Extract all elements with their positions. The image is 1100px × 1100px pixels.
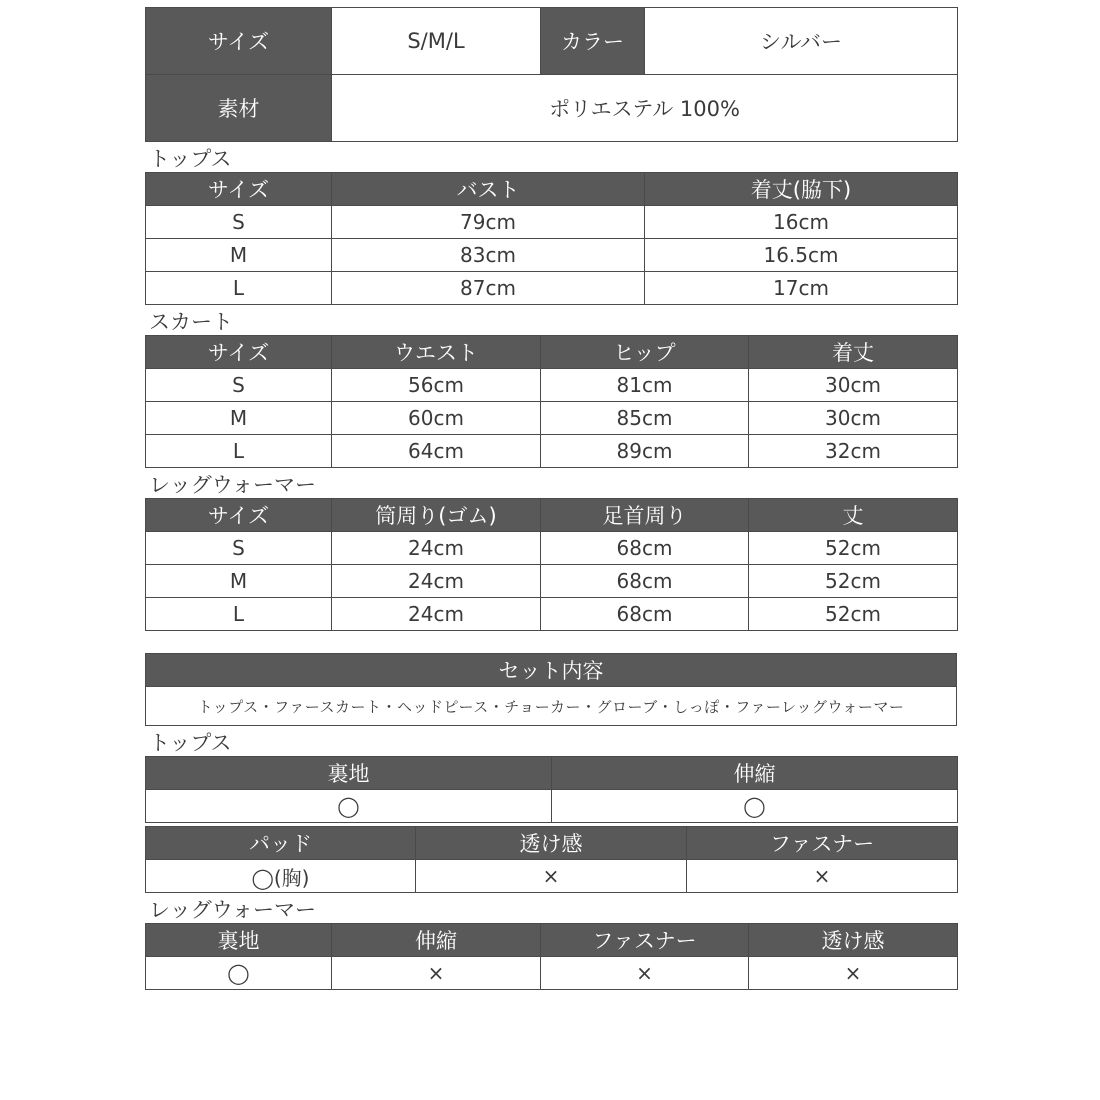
table-cell: 68cm bbox=[541, 532, 749, 565]
table-cell: S bbox=[146, 206, 332, 239]
tops-attributes-table-2 bbox=[145, 826, 958, 893]
skirt-size-table bbox=[145, 335, 958, 468]
table-row bbox=[146, 687, 957, 726]
section-spacer bbox=[145, 631, 957, 653]
table-cell: 16cm bbox=[645, 206, 958, 239]
table-cell: × bbox=[687, 860, 958, 893]
table-row bbox=[146, 369, 958, 402]
table-cell: 89cm bbox=[541, 435, 749, 468]
table-row bbox=[146, 206, 958, 239]
table-cell: 60cm bbox=[332, 402, 541, 435]
table-row bbox=[146, 239, 958, 272]
table-cell: M bbox=[146, 239, 332, 272]
table-header-row bbox=[146, 336, 958, 369]
table-cell: 24cm bbox=[332, 532, 541, 565]
table-cell: 64cm bbox=[332, 435, 541, 468]
header-cell: 裏地 bbox=[146, 757, 552, 790]
table-cell: 85cm bbox=[541, 402, 749, 435]
table-cell: L bbox=[146, 272, 332, 305]
table-cell: 68cm bbox=[541, 565, 749, 598]
table-cell: 87cm bbox=[332, 272, 645, 305]
table-row bbox=[146, 790, 958, 823]
table-header-row bbox=[146, 654, 957, 687]
info-row-size-color bbox=[146, 8, 958, 75]
table-header-row bbox=[146, 827, 958, 860]
table-header-row bbox=[146, 924, 958, 957]
table-cell: 17cm bbox=[645, 272, 958, 305]
table-cell: 56cm bbox=[332, 369, 541, 402]
table-cell: L bbox=[146, 598, 332, 631]
table-cell: 30cm bbox=[749, 369, 958, 402]
tops-size-title: トップス bbox=[149, 147, 232, 171]
table-row bbox=[146, 532, 958, 565]
material-label: 素材 bbox=[146, 75, 332, 142]
table-cell: 52cm bbox=[749, 532, 958, 565]
skirt-size-title: スカート bbox=[149, 310, 233, 334]
table-header-row bbox=[146, 499, 958, 532]
table-cell: 83cm bbox=[332, 239, 645, 272]
table-cell: × bbox=[332, 957, 541, 990]
header-cell: ウエスト bbox=[332, 336, 541, 369]
header-cell: 丈 bbox=[749, 499, 958, 532]
header-cell: バスト bbox=[332, 173, 645, 206]
material-value: ポリエステル 100% bbox=[332, 75, 958, 142]
table-row bbox=[146, 598, 958, 631]
table-cell: 68cm bbox=[541, 598, 749, 631]
header-cell: 足首周り bbox=[541, 499, 749, 532]
table-cell: M bbox=[146, 402, 332, 435]
tops-attributes-title: トップス bbox=[149, 731, 232, 755]
tops-attributes-table-1 bbox=[145, 756, 958, 823]
table-cell: ◯(胸) bbox=[146, 860, 416, 893]
color-label: カラー bbox=[541, 8, 645, 75]
legwarmer-attributes-table bbox=[145, 923, 958, 990]
header-cell: サイズ bbox=[146, 336, 332, 369]
table-cell: 32cm bbox=[749, 435, 958, 468]
header-cell: 筒周り(ゴム) bbox=[332, 499, 541, 532]
table-row bbox=[146, 860, 958, 893]
table-header-row bbox=[146, 173, 958, 206]
size-label: サイズ bbox=[146, 8, 332, 75]
table-cell: × bbox=[416, 860, 687, 893]
table-cell: M bbox=[146, 565, 332, 598]
table-cell: ◯ bbox=[146, 957, 332, 990]
legwarmer-size-title: レッグウォーマー bbox=[149, 473, 316, 497]
table-cell: S bbox=[146, 369, 332, 402]
table-cell: L bbox=[146, 435, 332, 468]
header-cell: 裏地 bbox=[146, 924, 332, 957]
header-cell: ヒップ bbox=[541, 336, 749, 369]
set-contents-value: トップス・ファースカート・ヘッドピース・チョーカー・グローブ・しっぽ・ファーレッグウォーマー bbox=[146, 687, 957, 726]
size-value: S/M/L bbox=[332, 8, 541, 75]
header-cell: ファスナー bbox=[541, 924, 749, 957]
legwarmer-size-table bbox=[145, 498, 958, 631]
table-cell: ◯ bbox=[146, 790, 552, 823]
legwarmer-attributes-title: レッグウォーマー bbox=[149, 898, 316, 922]
table-cell: 52cm bbox=[749, 598, 958, 631]
table-cell: 81cm bbox=[541, 369, 749, 402]
header-cell: 伸縮 bbox=[332, 924, 541, 957]
table-cell: 16.5cm bbox=[645, 239, 958, 272]
table-header-row bbox=[146, 757, 958, 790]
table-row bbox=[146, 957, 958, 990]
header-cell: 伸縮 bbox=[552, 757, 958, 790]
table-cell: ◯ bbox=[552, 790, 958, 823]
table-cell: 24cm bbox=[332, 598, 541, 631]
basic-info-table bbox=[145, 7, 958, 142]
header-cell: サイズ bbox=[146, 173, 332, 206]
table-row bbox=[146, 402, 958, 435]
table-cell: 79cm bbox=[332, 206, 645, 239]
tops-size-table bbox=[145, 172, 958, 305]
table-cell: × bbox=[749, 957, 958, 990]
product-spec-sheet bbox=[145, 7, 957, 990]
header-cell: 透け感 bbox=[749, 924, 958, 957]
info-row-material bbox=[146, 75, 958, 142]
set-contents-table bbox=[145, 653, 957, 726]
table-row bbox=[146, 272, 958, 305]
table-cell: S bbox=[146, 532, 332, 565]
header-cell: サイズ bbox=[146, 499, 332, 532]
color-value: シルバー bbox=[645, 8, 958, 75]
table-row bbox=[146, 435, 958, 468]
table-row bbox=[146, 565, 958, 598]
header-cell: 透け感 bbox=[416, 827, 687, 860]
header-cell: 着丈(脇下) bbox=[645, 173, 958, 206]
header-cell: ファスナー bbox=[687, 827, 958, 860]
table-cell: × bbox=[541, 957, 749, 990]
table-cell: 30cm bbox=[749, 402, 958, 435]
set-contents-header: セット内容 bbox=[146, 654, 957, 687]
table-cell: 24cm bbox=[332, 565, 541, 598]
header-cell: パッド bbox=[146, 827, 416, 860]
header-cell: 着丈 bbox=[749, 336, 958, 369]
table-cell: 52cm bbox=[749, 565, 958, 598]
